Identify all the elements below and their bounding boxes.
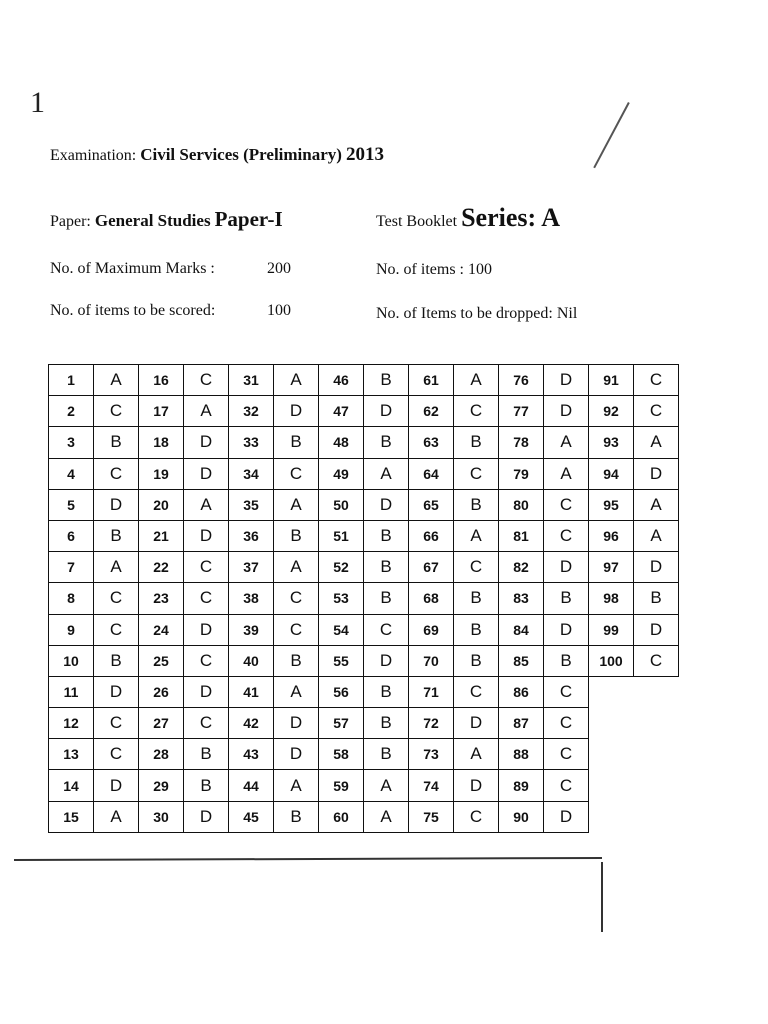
answer-letter: A [454,739,499,770]
answer-letter: B [364,676,409,707]
answer-letter: C [184,583,229,614]
question-number: 55 [319,645,364,676]
question-number: 48 [319,427,364,458]
question-number: 57 [319,708,364,739]
question-number: 19 [139,458,184,489]
question-number: 34 [229,458,274,489]
answer-letter: C [184,645,229,676]
answer-letter: A [94,365,139,396]
answer-letter: D [364,645,409,676]
question-number: 65 [409,489,454,520]
answer-letter: B [364,708,409,739]
answer-letter: D [544,365,589,396]
answer-letter: A [454,365,499,396]
question-number: 82 [499,552,544,583]
answer-letter: C [184,365,229,396]
answer-letter: D [544,801,589,832]
answer-letter: C [634,396,679,427]
answer-letter: A [454,520,499,551]
question-number: 45 [229,801,274,832]
question-number: 70 [409,645,454,676]
answer-letter: D [454,770,499,801]
answer-letter: B [184,770,229,801]
answer-letter: A [94,801,139,832]
answer-letter: C [544,708,589,739]
question-number: 7 [49,552,94,583]
question-number: 4 [49,458,94,489]
dropped-line [376,305,577,323]
question-number: 25 [139,645,184,676]
answer-letter: C [94,708,139,739]
answer-letter: C [274,614,319,645]
max-marks-value: 200 [267,260,291,277]
question-number: 9 [49,614,94,645]
answer-letter: A [364,801,409,832]
answer-letter: D [184,520,229,551]
question-number: 59 [319,770,364,801]
answer-letter: A [274,489,319,520]
question-number: 16 [139,365,184,396]
answer-letter: B [454,645,499,676]
question-number: 1 [49,365,94,396]
question-number: 88 [499,739,544,770]
paper-label: Paper: [50,213,91,230]
answer-letter: C [274,583,319,614]
question-number: 69 [409,614,454,645]
answer-letter: B [364,552,409,583]
question-number: 50 [319,489,364,520]
scored-value: 100 [267,302,291,319]
question-number: 91 [589,365,634,396]
question-number: 33 [229,427,274,458]
question-number: 40 [229,645,274,676]
table-row [49,614,679,645]
answer-letter: B [94,520,139,551]
question-number: 24 [139,614,184,645]
answer-letter: B [544,645,589,676]
answer-letter: B [454,427,499,458]
question-number: 80 [499,489,544,520]
empty-cell [634,739,679,770]
question-number: 49 [319,458,364,489]
question-number: 64 [409,458,454,489]
question-number: 90 [499,801,544,832]
question-number: 43 [229,739,274,770]
answer-letter: C [94,458,139,489]
answer-letter: B [94,427,139,458]
table-row [49,520,679,551]
answer-letter: C [544,489,589,520]
items-label: No. of items : [376,261,464,278]
answer-letter: C [94,739,139,770]
question-number: 56 [319,676,364,707]
answer-letter: C [94,396,139,427]
answer-letter: B [454,614,499,645]
question-number: 13 [49,739,94,770]
question-number: 94 [589,458,634,489]
question-number: 26 [139,676,184,707]
answer-letter: B [364,520,409,551]
answer-letter: B [364,427,409,458]
answer-letter: D [94,676,139,707]
answer-letter: C [634,365,679,396]
answer-letter: D [184,801,229,832]
answer-letter: B [274,801,319,832]
right-rule [601,862,603,932]
answer-letter: C [364,614,409,645]
answer-letter: D [274,708,319,739]
table-row [49,396,679,427]
answer-letter: A [364,458,409,489]
empty-cell [589,770,634,801]
question-number: 60 [319,801,364,832]
table-row [49,583,679,614]
answer-letter: D [634,458,679,489]
question-number: 10 [49,645,94,676]
question-number: 28 [139,739,184,770]
question-number: 18 [139,427,184,458]
question-number: 11 [49,676,94,707]
answer-letter: C [454,552,499,583]
paper-value-big: Paper-I [214,207,283,231]
question-number: 67 [409,552,454,583]
table-row [49,458,679,489]
question-number: 75 [409,801,454,832]
question-number: 21 [139,520,184,551]
answer-letter: C [454,396,499,427]
answer-letter: C [544,676,589,707]
answer-letter: B [544,583,589,614]
exam-value: Civil Services (Preliminary) [140,145,342,164]
answer-letter: D [274,739,319,770]
answer-letter: D [184,676,229,707]
dropped-label: No. of Items to be dropped: [376,305,553,322]
answer-letter: C [544,520,589,551]
answer-letter: C [274,458,319,489]
answer-letter: C [634,645,679,676]
question-number: 42 [229,708,274,739]
answer-letter: B [364,365,409,396]
question-number: 92 [589,396,634,427]
question-number: 87 [499,708,544,739]
answer-letter: C [544,739,589,770]
question-number: 23 [139,583,184,614]
empty-cell [589,801,634,832]
question-number: 35 [229,489,274,520]
scored-label: No. of items to be scored: [50,302,216,319]
question-number: 15 [49,801,94,832]
answer-letter: D [184,458,229,489]
answer-letter: D [364,396,409,427]
question-number: 14 [49,770,94,801]
question-number: 78 [499,427,544,458]
question-number: 74 [409,770,454,801]
question-number: 29 [139,770,184,801]
question-number: 98 [589,583,634,614]
empty-cell [589,739,634,770]
answer-letter: A [184,396,229,427]
answer-letter: B [364,739,409,770]
answer-letter: B [634,583,679,614]
question-number: 3 [49,427,94,458]
empty-cell [634,801,679,832]
answer-letter: D [544,552,589,583]
question-number: 63 [409,427,454,458]
series-value: Series: A [461,203,561,232]
answer-letter: B [274,520,319,551]
table-row [49,645,679,676]
question-number: 39 [229,614,274,645]
answer-letter: D [274,396,319,427]
question-number: 17 [139,396,184,427]
question-number: 8 [49,583,94,614]
dropped-value: Nil [556,305,578,322]
question-number: 20 [139,489,184,520]
table-row [49,708,679,739]
max-marks-label: No. of Maximum Marks : [50,260,215,277]
answer-letter: C [184,552,229,583]
exam-line [50,144,384,166]
question-number: 100 [589,645,634,676]
question-number: 95 [589,489,634,520]
empty-cell [634,676,679,707]
question-number: 52 [319,552,364,583]
question-number: 99 [589,614,634,645]
paper-line [50,207,283,232]
answer-letter: A [274,770,319,801]
answer-letter: D [634,614,679,645]
question-number: 85 [499,645,544,676]
exam-label: Examination: [50,147,137,164]
question-number: 47 [319,396,364,427]
question-number: 84 [499,614,544,645]
empty-cell [589,708,634,739]
question-number: 2 [49,396,94,427]
answer-letter: A [634,520,679,551]
answer-letter: C [454,801,499,832]
answer-letter: B [454,489,499,520]
question-number: 61 [409,365,454,396]
question-number: 76 [499,365,544,396]
answer-letter: D [94,770,139,801]
table-row [49,489,679,520]
question-number: 27 [139,708,184,739]
question-number: 32 [229,396,274,427]
answer-letter: B [364,583,409,614]
answer-letter: B [94,645,139,676]
answer-letter: A [274,676,319,707]
question-number: 66 [409,520,454,551]
question-number: 53 [319,583,364,614]
question-number: 12 [49,708,94,739]
answer-letter: A [544,427,589,458]
question-number: 89 [499,770,544,801]
question-number: 58 [319,739,364,770]
question-number: 96 [589,520,634,551]
question-number: 93 [589,427,634,458]
question-number: 54 [319,614,364,645]
question-number: 44 [229,770,274,801]
question-number: 79 [499,458,544,489]
answer-letter: D [454,708,499,739]
items-line [376,261,492,279]
answer-letter: A [184,489,229,520]
answer-letter: A [274,552,319,583]
question-number: 68 [409,583,454,614]
paper-value: General Studies [94,211,211,230]
pen-stroke-mark [593,102,630,168]
empty-cell [634,770,679,801]
question-number: 22 [139,552,184,583]
answer-letter: D [544,396,589,427]
answer-letter: D [184,427,229,458]
answer-letter: C [94,614,139,645]
answer-letter: A [274,365,319,396]
answer-letter: C [454,676,499,707]
answer-letter: A [634,427,679,458]
question-number: 51 [319,520,364,551]
answer-letter: C [94,583,139,614]
question-number: 77 [499,396,544,427]
question-number: 36 [229,520,274,551]
answer-letter: B [184,739,229,770]
answer-letter: A [364,770,409,801]
exam-year: 2013 [345,144,384,165]
table-row [49,365,679,396]
question-number: 38 [229,583,274,614]
answer-letter: A [544,458,589,489]
answer-letter: B [274,645,319,676]
question-number: 81 [499,520,544,551]
question-number: 86 [499,676,544,707]
question-number: 30 [139,801,184,832]
answer-letter: D [94,489,139,520]
series-line [376,203,560,233]
answer-letter: A [94,552,139,583]
items-value: 100 [468,261,492,278]
question-number: 6 [49,520,94,551]
answer-letter: D [184,614,229,645]
question-number: 73 [409,739,454,770]
question-number: 37 [229,552,274,583]
table-row [49,739,679,770]
answer-key-table [48,364,679,833]
question-number: 72 [409,708,454,739]
question-number: 71 [409,676,454,707]
answer-letter: D [544,614,589,645]
question-number: 62 [409,396,454,427]
answer-letter: A [634,489,679,520]
answer-letter: C [454,458,499,489]
empty-cell [634,708,679,739]
question-number: 31 [229,365,274,396]
table-row [49,427,679,458]
question-number: 83 [499,583,544,614]
question-number: 5 [49,489,94,520]
table-row [49,676,679,707]
question-number: 41 [229,676,274,707]
series-label: Test Booklet [376,213,458,230]
answer-letter: D [634,552,679,583]
table-row [49,770,679,801]
answer-letter: B [454,583,499,614]
question-number: 97 [589,552,634,583]
table-row [49,552,679,583]
empty-cell [589,676,634,707]
answer-letter: B [274,427,319,458]
answer-letter: D [364,489,409,520]
bottom-rule [14,857,602,861]
table-row [49,801,679,832]
answer-letter: C [184,708,229,739]
answer-letter: C [544,770,589,801]
handwritten-mark: 1 [30,86,45,119]
question-number: 46 [319,365,364,396]
